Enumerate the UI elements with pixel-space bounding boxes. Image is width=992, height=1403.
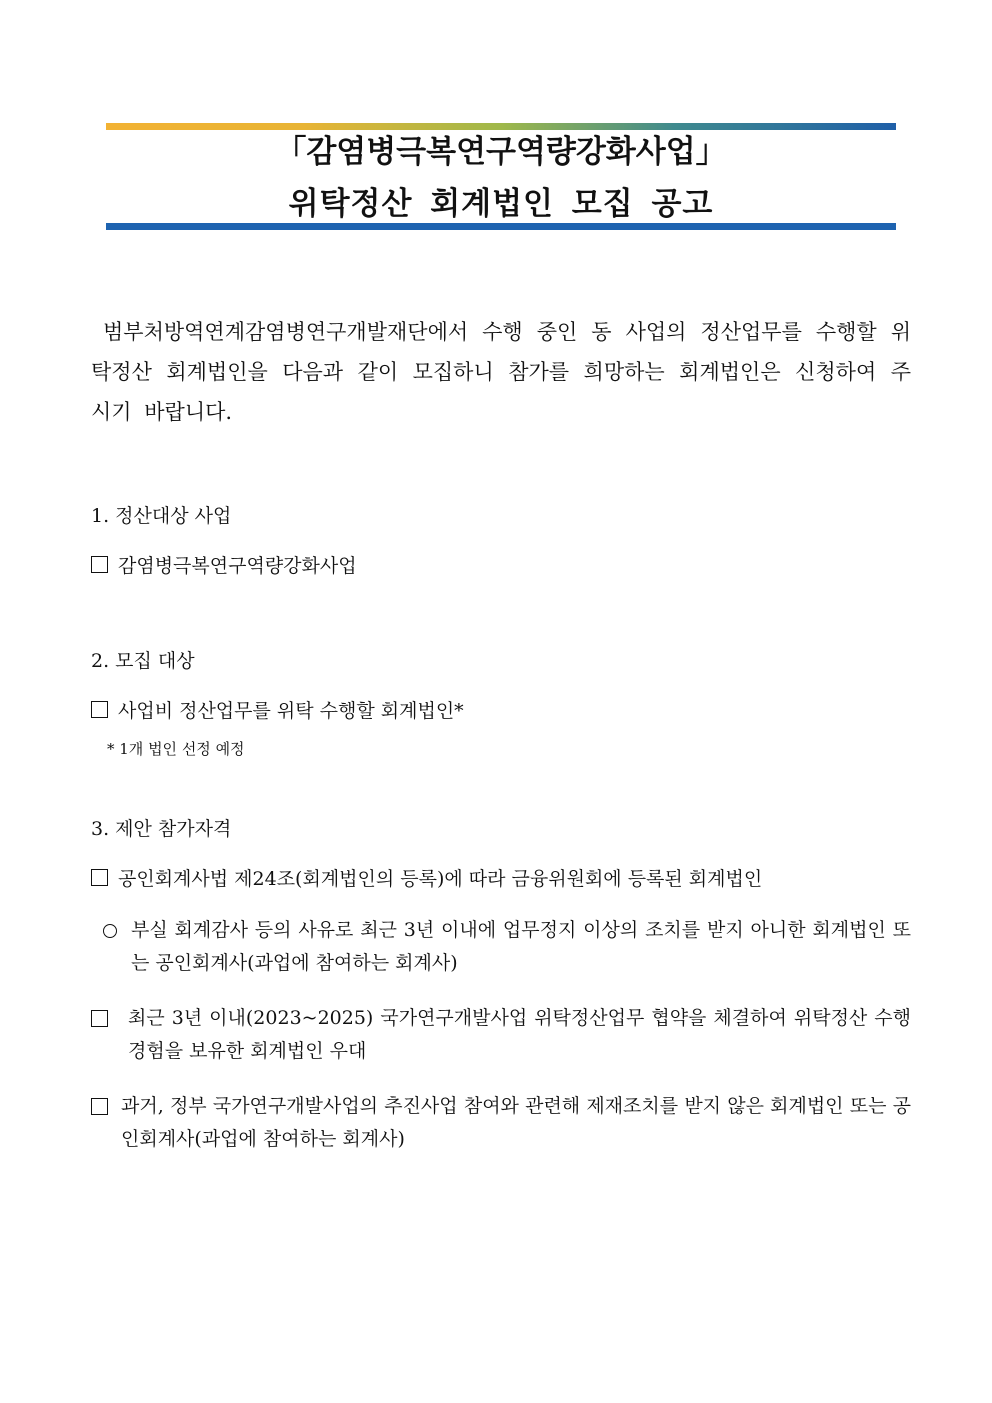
section-2-item-text: 사업비 정산업무를 위탁 수행할 회계법인* <box>118 700 464 722</box>
checkbox-bullet-icon <box>91 556 108 573</box>
checkbox-bullet-icon <box>91 1010 108 1027</box>
section-3-item-3 <box>91 1090 911 1156</box>
section-1-item-text: 감염병극복연구역량강화사업 <box>118 555 357 577</box>
section-3-item-1-text: 공인회계사법 제24조(회계법인의 등록)에 따라 금융위원회에 등록된 회계법인 <box>118 868 763 890</box>
section-heading-2: 2. 모집 대상 <box>91 650 195 672</box>
section-3-subitem-1-text: 부실 회계감사 등의 사유로 최근 3년 이내에 업무정지 이상의 조치를 받지 아니한 회계법인 또는 공인회계사(과업에 참여하는 회계사) <box>131 919 911 974</box>
title-top-bar <box>106 123 896 130</box>
section-3-item-2 <box>91 1002 911 1068</box>
section-3-item-1 <box>91 866 762 892</box>
section-heading-1: 1. 정산대상 사업 <box>91 505 232 527</box>
checkbox-bullet-icon <box>91 1098 108 1115</box>
section-2-item <box>91 698 464 724</box>
circle-bullet-icon <box>103 924 117 938</box>
section-3-item-3-text: 과거, 정부 국가연구개발사업의 추진사업 참여와 관련해 제재조치를 받지 않은 회계법인 또는 공인회계사(과업에 참여하는 회계사) <box>121 1095 911 1150</box>
checkbox-bullet-icon <box>91 701 108 718</box>
page-title-line2: 위탁정산 회계법인 모집 공고 <box>288 186 714 222</box>
title-bottom-bar <box>106 223 896 230</box>
section-1-item <box>91 553 357 579</box>
page-title-line1: 「감염병극복연구역량강화사업」 <box>275 134 727 170</box>
checkbox-bullet-icon <box>91 869 108 886</box>
section-2-note: * 1개 법인 선정 예정 <box>107 740 245 758</box>
section-3-subitem-1 <box>103 914 911 980</box>
section-heading-3: 3. 제안 참가자격 <box>91 818 232 840</box>
intro-paragraph: 범부처방역연계감염병연구개발재단에서 수행 중인 동 사업의 정산업무를 수행할 위탁정산 회계법인을 다음과 같이 모집하니 참가를 희망하는 회계법인은 신청하여 주시기 바랍니다. <box>91 320 911 424</box>
section-3-item-2-text: 최근 3년 이내(2023~2025) 국가연구개발사업 위탁정산업무 협약을 체결하여 위탁정산 수행경험을 보유한 회계법인 우대 <box>128 1007 911 1062</box>
